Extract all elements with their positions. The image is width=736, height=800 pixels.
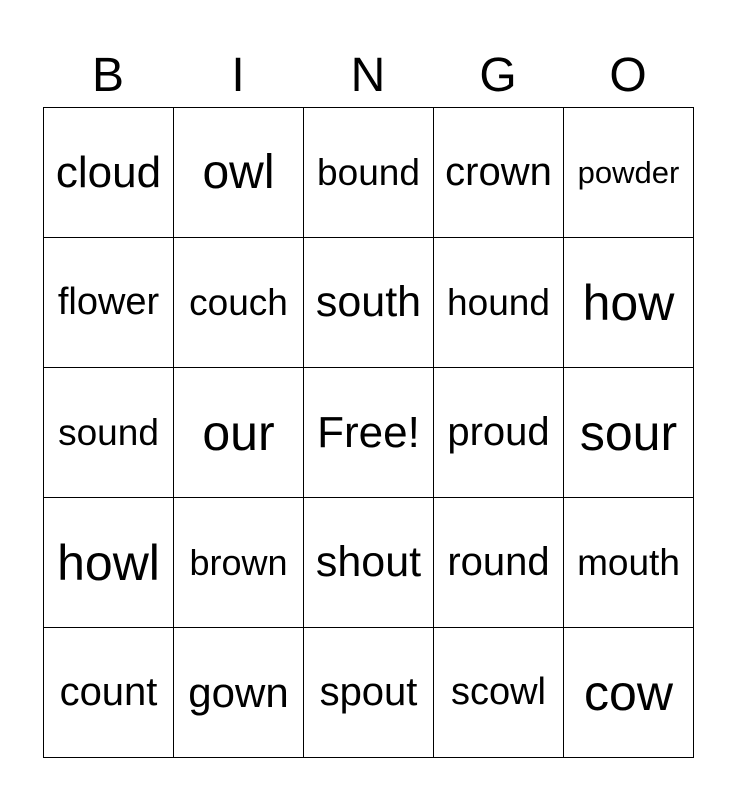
bingo-cell <box>174 498 304 628</box>
free-space-cell <box>304 368 434 498</box>
cell-word: cloud <box>55 147 162 197</box>
cell-word: couch <box>189 281 288 323</box>
cell-word: sound <box>58 411 159 453</box>
cell-word: proud <box>447 410 550 454</box>
bingo-cell <box>304 498 434 628</box>
cell-word: howl <box>57 534 160 591</box>
bingo-cell <box>304 238 434 368</box>
bingo-card-grid <box>43 107 694 758</box>
cell-word: gown <box>188 668 289 716</box>
cell-word: shout <box>315 538 422 586</box>
bingo-cell <box>44 238 174 368</box>
cell-word: hound <box>447 281 550 323</box>
cell-word: count <box>59 670 158 714</box>
bingo-cell <box>564 368 694 498</box>
cell-word: owl <box>202 146 275 199</box>
cell-word: crown <box>445 150 552 194</box>
header-letter-n: N <box>350 49 386 102</box>
cell-word: scowl <box>450 671 547 713</box>
header-letter-i: I <box>231 49 245 102</box>
header-letter-o: O <box>609 49 647 102</box>
bingo-cell <box>564 628 694 758</box>
cell-word: flower <box>57 281 160 323</box>
cell-word: brown <box>189 541 288 583</box>
free-space-label: Free! <box>317 407 420 457</box>
bingo-cell <box>44 628 174 758</box>
bingo-cell <box>564 498 694 628</box>
cell-word: south <box>315 278 422 326</box>
header-letter-g: G <box>479 49 517 102</box>
bingo-cell <box>44 368 174 498</box>
bingo-cell <box>44 498 174 628</box>
cell-word: sour <box>579 404 678 461</box>
cell-word: round <box>447 540 550 584</box>
bingo-cell <box>434 238 564 368</box>
bingo-cell <box>434 108 564 238</box>
bingo-cell <box>174 238 304 368</box>
bingo-cell <box>434 628 564 758</box>
cell-word: spout <box>319 670 418 714</box>
bingo-cell <box>304 628 434 758</box>
bingo-cell <box>304 108 434 238</box>
cell-word: powder <box>577 154 680 190</box>
bingo-cell <box>564 108 694 238</box>
bingo-header <box>43 48 693 104</box>
bingo-cell <box>434 498 564 628</box>
bingo-cell <box>174 368 304 498</box>
header-letter-b: B <box>91 49 124 102</box>
cell-word: how <box>582 274 675 331</box>
bingo-cell <box>174 108 304 238</box>
cell-word: our <box>202 404 275 461</box>
bingo-cell <box>174 628 304 758</box>
bingo-cell <box>564 238 694 368</box>
cell-word: mouth <box>577 541 680 583</box>
cell-word: cow <box>584 664 673 721</box>
bingo-cell <box>44 108 174 238</box>
bingo-cell <box>434 368 564 498</box>
cell-word: bound <box>317 151 420 193</box>
